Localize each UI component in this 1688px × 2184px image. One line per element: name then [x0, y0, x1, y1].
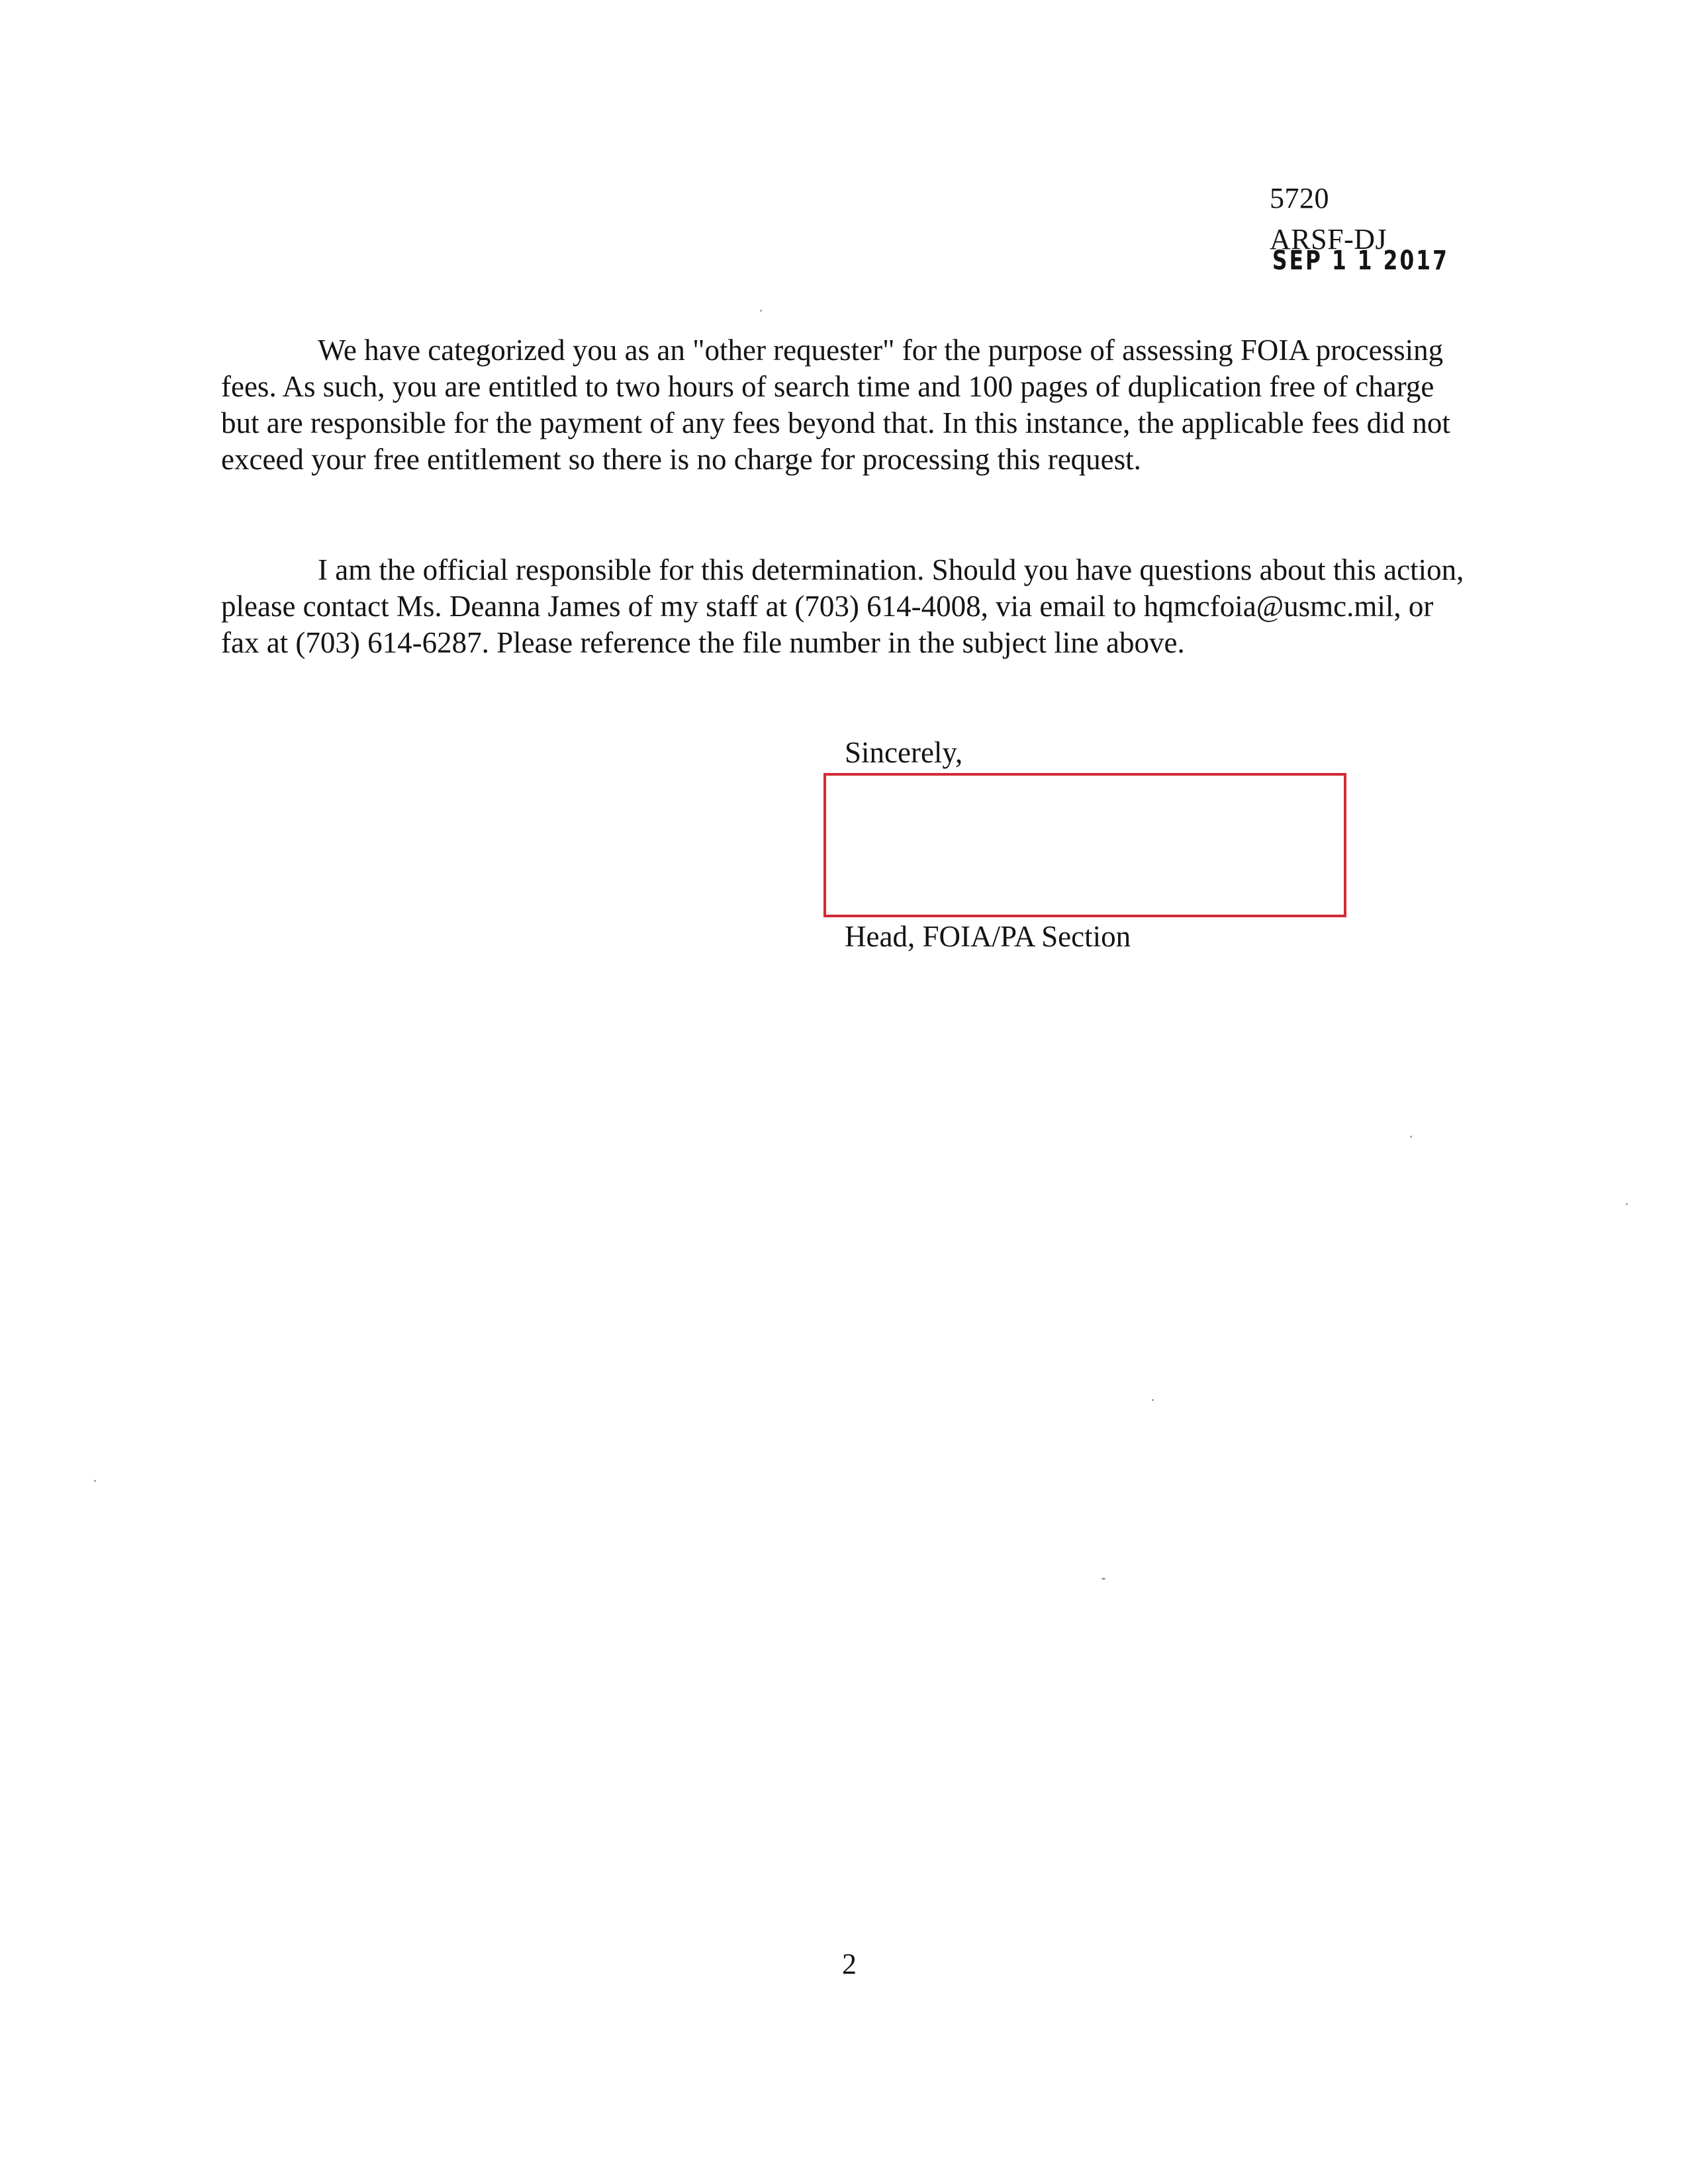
fee-paragraph-text: We have categorized you as an "other requester" for the purpose of assessing FOIA processing fees. As such, you are entitled to two hours of search time and 100 pages of duplication free of charge but are responsible for the payment of any fees beyond that. In this instance, the applicable fees did not exceed your free entitlement so there is no charge for processing this request. [221, 334, 1450, 476]
scan-speck [1152, 1399, 1154, 1401]
redacted-signature-box [823, 773, 1346, 917]
fee-paragraph [221, 332, 1466, 478]
reference-block [1270, 183, 1508, 255]
closing-salutation: Sincerely, [845, 736, 963, 769]
scan-speck [760, 310, 762, 312]
scan-speck [1410, 1136, 1412, 1138]
scan-speck [1626, 1203, 1628, 1205]
office-code: ARSF-DJ [1270, 223, 1387, 255]
contact-paragraph [221, 552, 1466, 661]
contact-paragraph-text: I am the official responsible for this determination. Should you have questions about this action, please contact Ms. Deanna James of my staff at (703) 614-4008, via email to hqmcfoia@usmc.mil, or fax at (703) 614-6287. Please reference the file number in the subject line above. [221, 553, 1464, 659]
date-stamp: SEP 1 1 2017 [1272, 246, 1449, 276]
page-number: 2 [842, 1948, 857, 1980]
signer-title: Head, FOIA/PA Section [845, 920, 1131, 953]
serial-number: 5720 [1270, 182, 1329, 214]
scan-speck [94, 1480, 96, 1482]
scan-speck [1102, 1578, 1105, 1580]
